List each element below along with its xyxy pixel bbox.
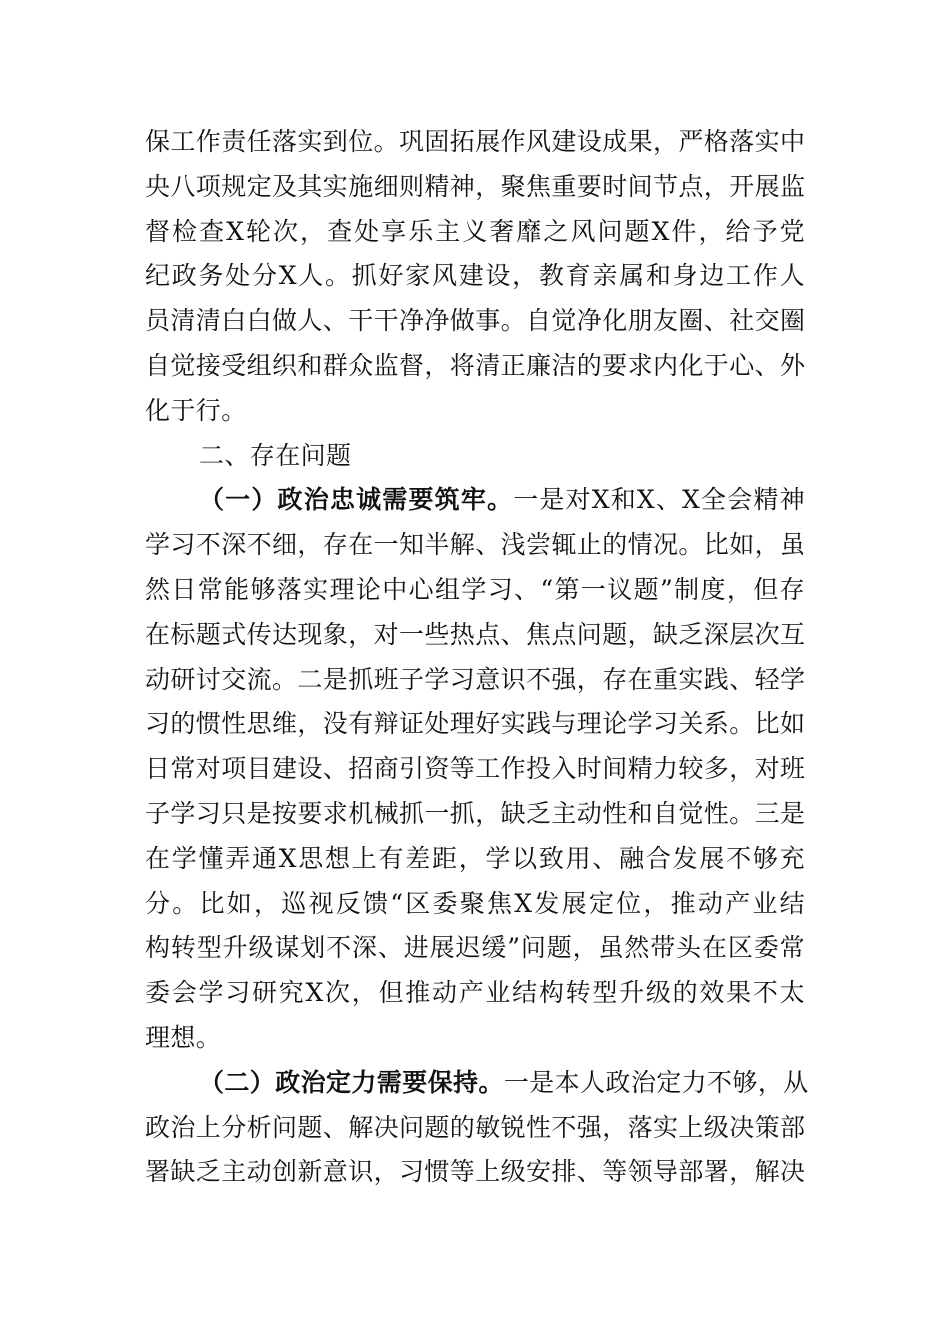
text-line: 政治上分析问题、解决问题的敏锐性不强，落实上级决策部	[145, 1112, 806, 1142]
text-line: 督检查X轮次，查处享乐主义奢靡之风问题X件，给予党	[145, 216, 805, 246]
text-line: 学习不深不细，存在一知半解、浅尝辄止的情况。比如，虽	[145, 530, 806, 560]
subheading-bold: （二）政治定力需要保持。	[199, 1067, 504, 1097]
text-line: 子学习只是按要求机械抓一抓，缺乏主动性和自觉性。三是	[145, 798, 806, 828]
section-heading: 二、存在问题	[199, 440, 352, 470]
subheading-bold: （一）政治忠诚需要筑牢。	[199, 485, 514, 515]
text-line: 保工作责任落实到位。巩固拓展作风建设成果，严格落实中	[145, 127, 806, 156]
text-line: 化于行。	[145, 395, 247, 425]
text-line: 日常对项目建设、招商引资等工作投入时间精力较多，对班	[145, 754, 806, 784]
text-line: 纪政务处分X人。抓好家风建设，教育亲属和身边工作人	[145, 261, 805, 291]
text-line: 然日常能够落实理论中心组学习、“第一议题”制度，但存	[145, 574, 805, 604]
paragraph-first-line	[145, 478, 805, 523]
text-line: 在标题式传达现象，对一些热点、焦点问题，缺乏深层次互	[145, 619, 806, 649]
paragraph-first-line	[145, 1061, 809, 1106]
text-run: 一是对X和X、X全会精神	[513, 485, 805, 515]
text-line: 习的惯性思维，没有辩证处理好实践与理论学习关系。比如	[145, 709, 806, 739]
text-line: 委会学习研究X次，但推动产业结构转型升级的效果不太	[145, 978, 805, 1008]
text-line: 央八项规定及其实施细则精神，聚焦重要时间节点，开展监	[145, 171, 806, 201]
text-run: 一是本人政治定力不够，从	[503, 1067, 809, 1097]
text-line: 署缺乏主动创新意识，习惯等上级安排、等领导部署，解决	[145, 1157, 806, 1187]
paragraph-discipline	[145, 120, 805, 434]
text-line: 自觉接受组织和群众监督，将清正廉洁的要求内化于心、外	[145, 350, 806, 380]
text-line: 理想。	[145, 1022, 222, 1052]
text-line: 动研讨交流。二是抓班子学习意识不强，存在重实践、轻学	[145, 664, 806, 694]
document-body	[145, 120, 809, 1195]
paragraph-political-loyalty	[145, 478, 805, 1060]
text-line: 分。比如，巡视反馈“区委聚焦X发展定位，推动产业结	[145, 888, 805, 918]
paragraph-political-resolve	[145, 1061, 809, 1195]
text-line: 员清清白白做人、干干净净做事。自觉净化朋友圈、社交圈	[145, 306, 806, 336]
text-line: 在学懂弄通X思想上有差距，学以致用、融合发展不够充	[145, 843, 805, 873]
text-line: 构转型升级谋划不深、进展迟缓”问题，虽然带头在区委常	[145, 933, 805, 963]
